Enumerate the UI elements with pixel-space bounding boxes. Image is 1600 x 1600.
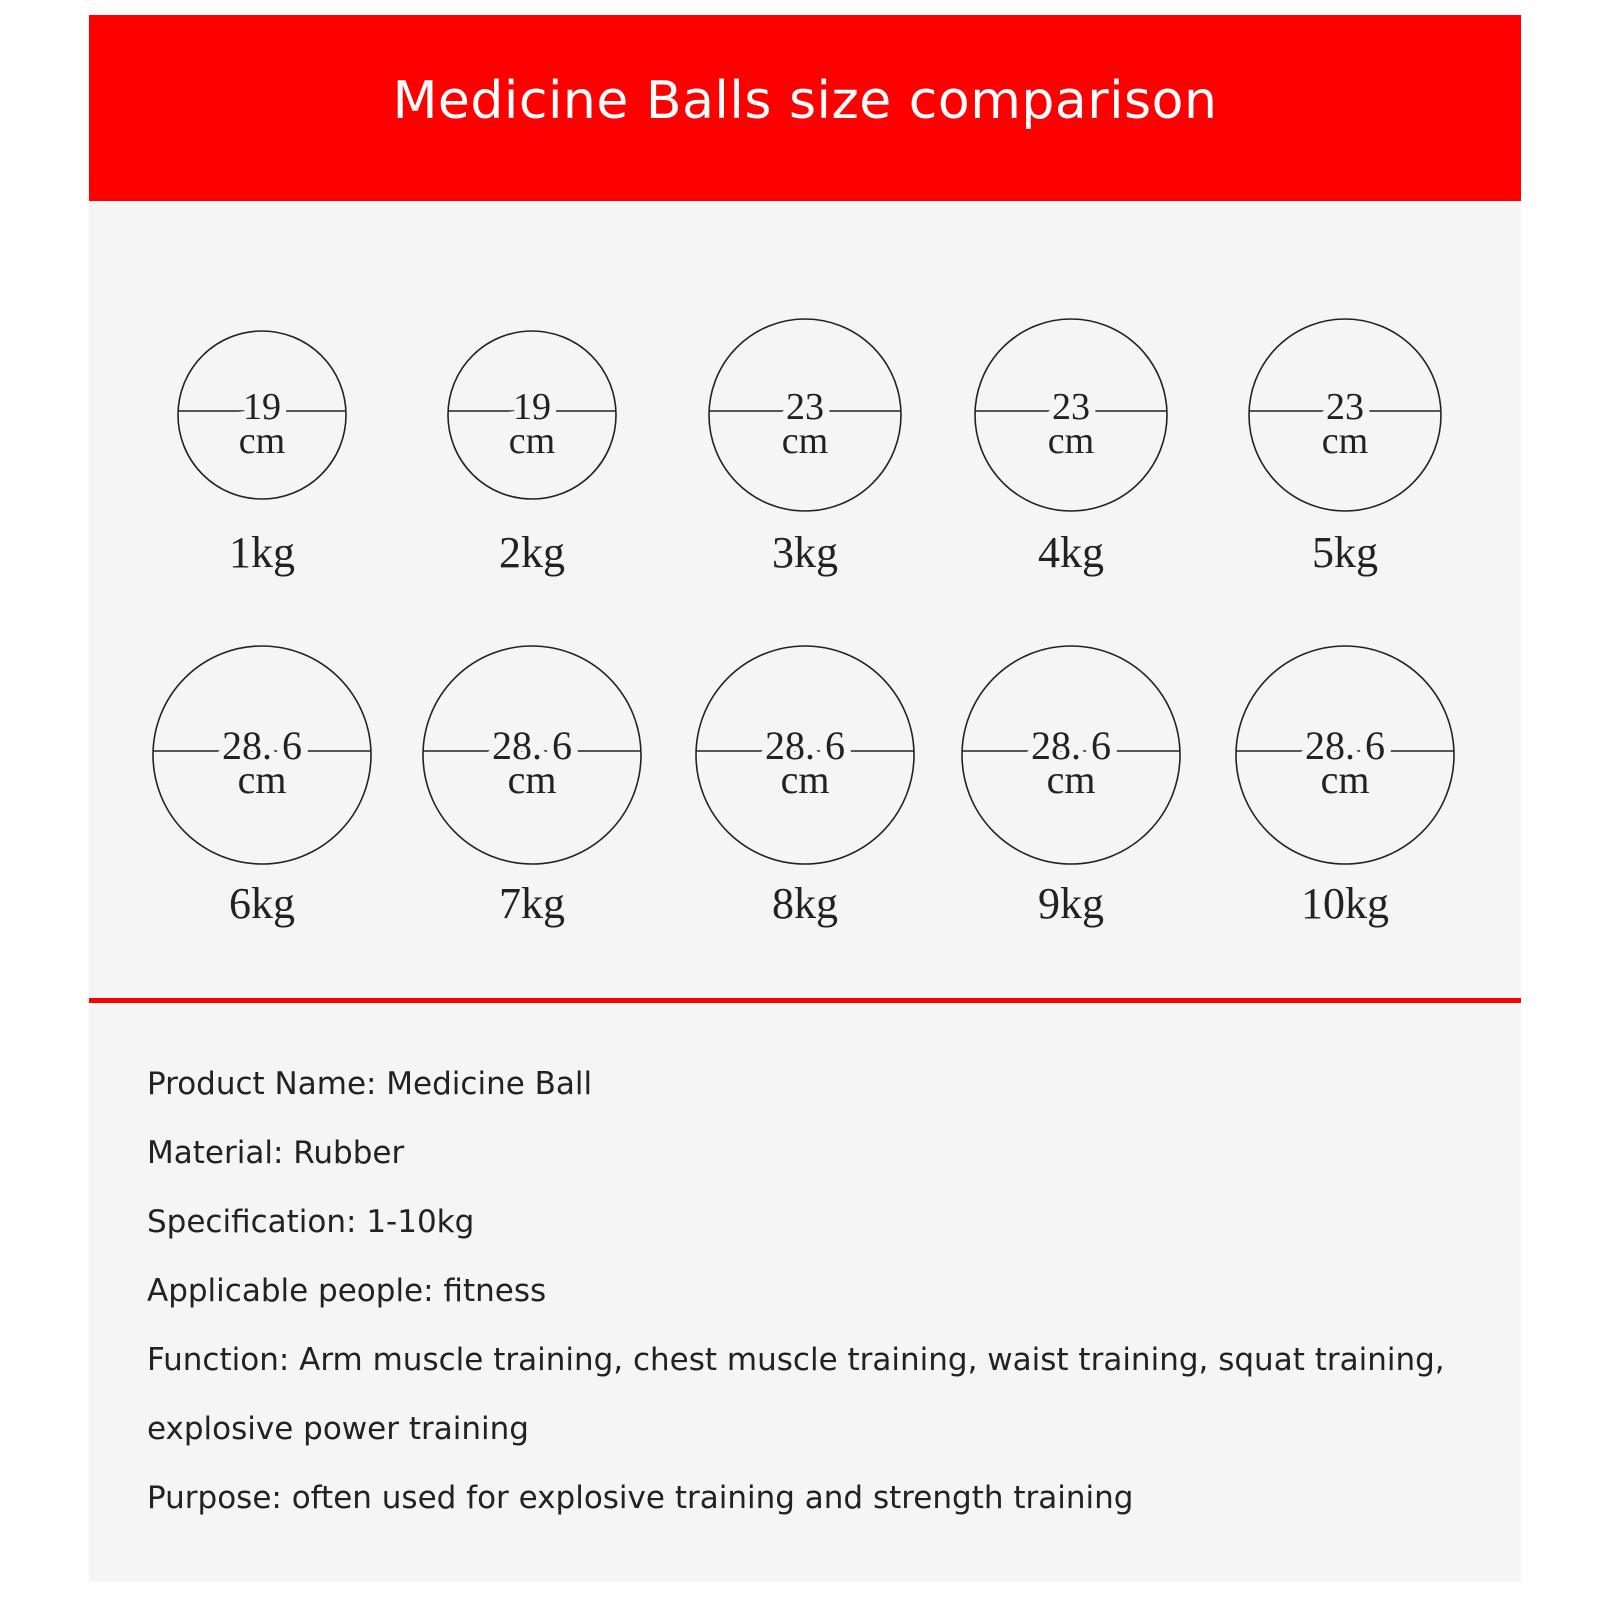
diameter-value: 28. 6 (222, 723, 302, 768)
size-comparison-diagram (89, 201, 1521, 1001)
diameter-unit: cm (237, 757, 287, 802)
spec-applicable-people: Applicable people: fitness (147, 1273, 547, 1309)
weight-label: 5kg (1312, 528, 1378, 577)
ball-5kg (1249, 319, 1441, 577)
ball-9kg (962, 646, 1180, 928)
ball-10kg (1236, 646, 1454, 928)
spec-function-continued: explosive power training (147, 1411, 529, 1447)
ball-3kg (709, 319, 901, 577)
diameter-value: 23 (1052, 386, 1090, 428)
section-divider (89, 998, 1521, 1003)
weight-label: 4kg (1038, 528, 1104, 577)
weight-label: 7kg (499, 879, 565, 928)
weight-label: 8kg (772, 879, 838, 928)
spec-material: Material: Rubber (147, 1135, 405, 1171)
diameter-value: 19 (243, 386, 281, 428)
diameter-value: 28. 6 (765, 723, 845, 768)
diameter-unit: cm (1047, 420, 1095, 462)
ball-2kg (448, 331, 616, 577)
spec-list (147, 1050, 1487, 1533)
weight-label: 6kg (229, 879, 295, 928)
ball-4kg (975, 319, 1167, 577)
diameter-unit: cm (1320, 757, 1370, 802)
weight-label: 10kg (1301, 879, 1389, 928)
diameter-unit: cm (238, 420, 286, 462)
page-title: Medicine Balls size comparison (392, 71, 1218, 131)
weight-label: 9kg (1038, 879, 1104, 928)
diameter-value: 23 (1326, 386, 1364, 428)
diameter-unit: cm (781, 420, 829, 462)
diameter-unit: cm (508, 420, 556, 462)
header-banner (89, 15, 1521, 201)
diameter-unit: cm (1046, 757, 1096, 802)
diameter-value: 23 (786, 386, 824, 428)
diameter-value: 28. 6 (1305, 723, 1385, 768)
ball-diagram-svg (89, 201, 1521, 1001)
weight-label: 3kg (772, 528, 838, 577)
product-card (89, 15, 1521, 1582)
spec-function: Function: Arm muscle training, chest muscle training, waist training, squat training, (147, 1342, 1445, 1378)
ball-1kg (178, 331, 346, 577)
ball-7kg (423, 646, 641, 928)
diameter-value: 28. 6 (1031, 723, 1111, 768)
spec-product-name: Product Name: Medicine Ball (147, 1066, 593, 1102)
diameter-unit: cm (507, 757, 557, 802)
weight-label: 2kg (499, 528, 565, 577)
diameter-unit: cm (780, 757, 830, 802)
diameter-value: 28. 6 (492, 723, 572, 768)
ball-8kg (696, 646, 914, 928)
spec-purpose: Purpose: often used for explosive training and strength training (147, 1480, 1134, 1516)
weight-label: 1kg (229, 528, 295, 577)
ball-6kg (153, 646, 371, 928)
diameter-value: 19 (513, 386, 551, 428)
spec-specification: Specification: 1-10kg (147, 1204, 475, 1240)
diameter-unit: cm (1321, 420, 1369, 462)
